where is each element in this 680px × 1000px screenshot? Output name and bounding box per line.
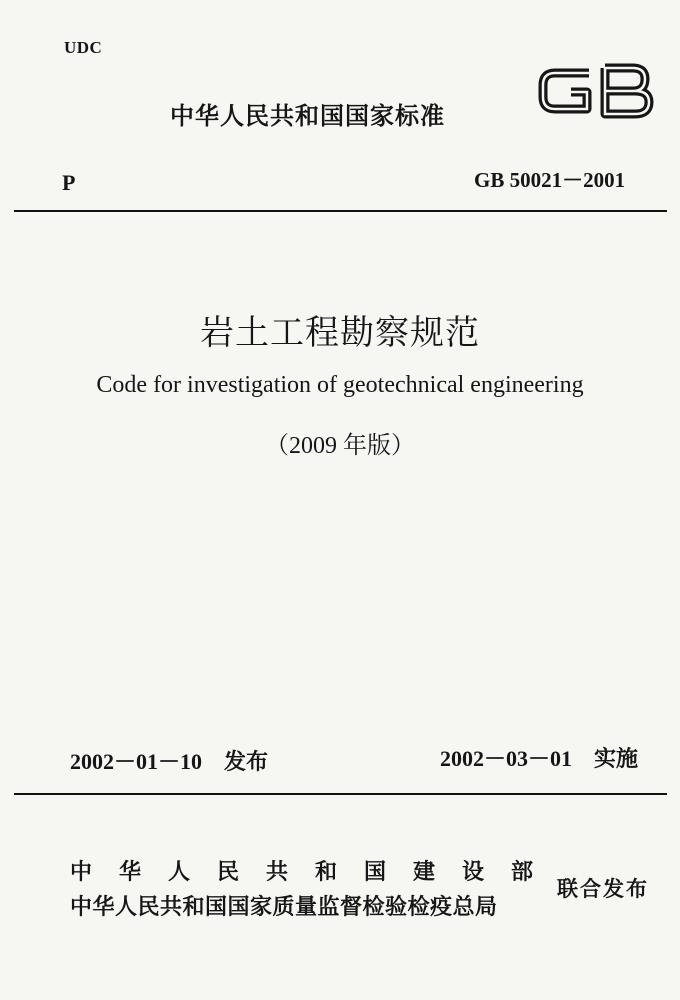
national-standard-heading: 中华人民共和国国家标准 — [170, 102, 445, 130]
edition-label: （2009 年版） — [265, 433, 415, 459]
issue-label: 发布 — [224, 750, 269, 775]
gb-logo — [535, 60, 659, 122]
implement-date: 2002－03－01 — [440, 746, 573, 771]
publisher-aqsiq: 中华人民共和国国家质量监督检验检疫总局 — [70, 895, 498, 920]
publisher-ministry: 中华人民共和国建设部 — [70, 860, 561, 885]
udc-label: UDC — [64, 38, 103, 57]
implement-label: 实施 — [594, 747, 639, 772]
implement-date-line — [440, 742, 638, 773]
issue-date: 2002－01－10 — [70, 749, 203, 774]
bottom-divider — [14, 793, 667, 795]
issue-date-line — [70, 745, 268, 776]
category-letter: P — [62, 170, 76, 195]
title-chinese: 岩土工程勘察规范 — [200, 313, 480, 353]
title-english: Code for investigation of geotechnical engineering — [96, 372, 584, 398]
joint-publish-label: 联合发布 — [557, 877, 649, 901]
standard-number: GB 50021－2001 — [474, 168, 626, 192]
top-divider — [14, 210, 667, 212]
